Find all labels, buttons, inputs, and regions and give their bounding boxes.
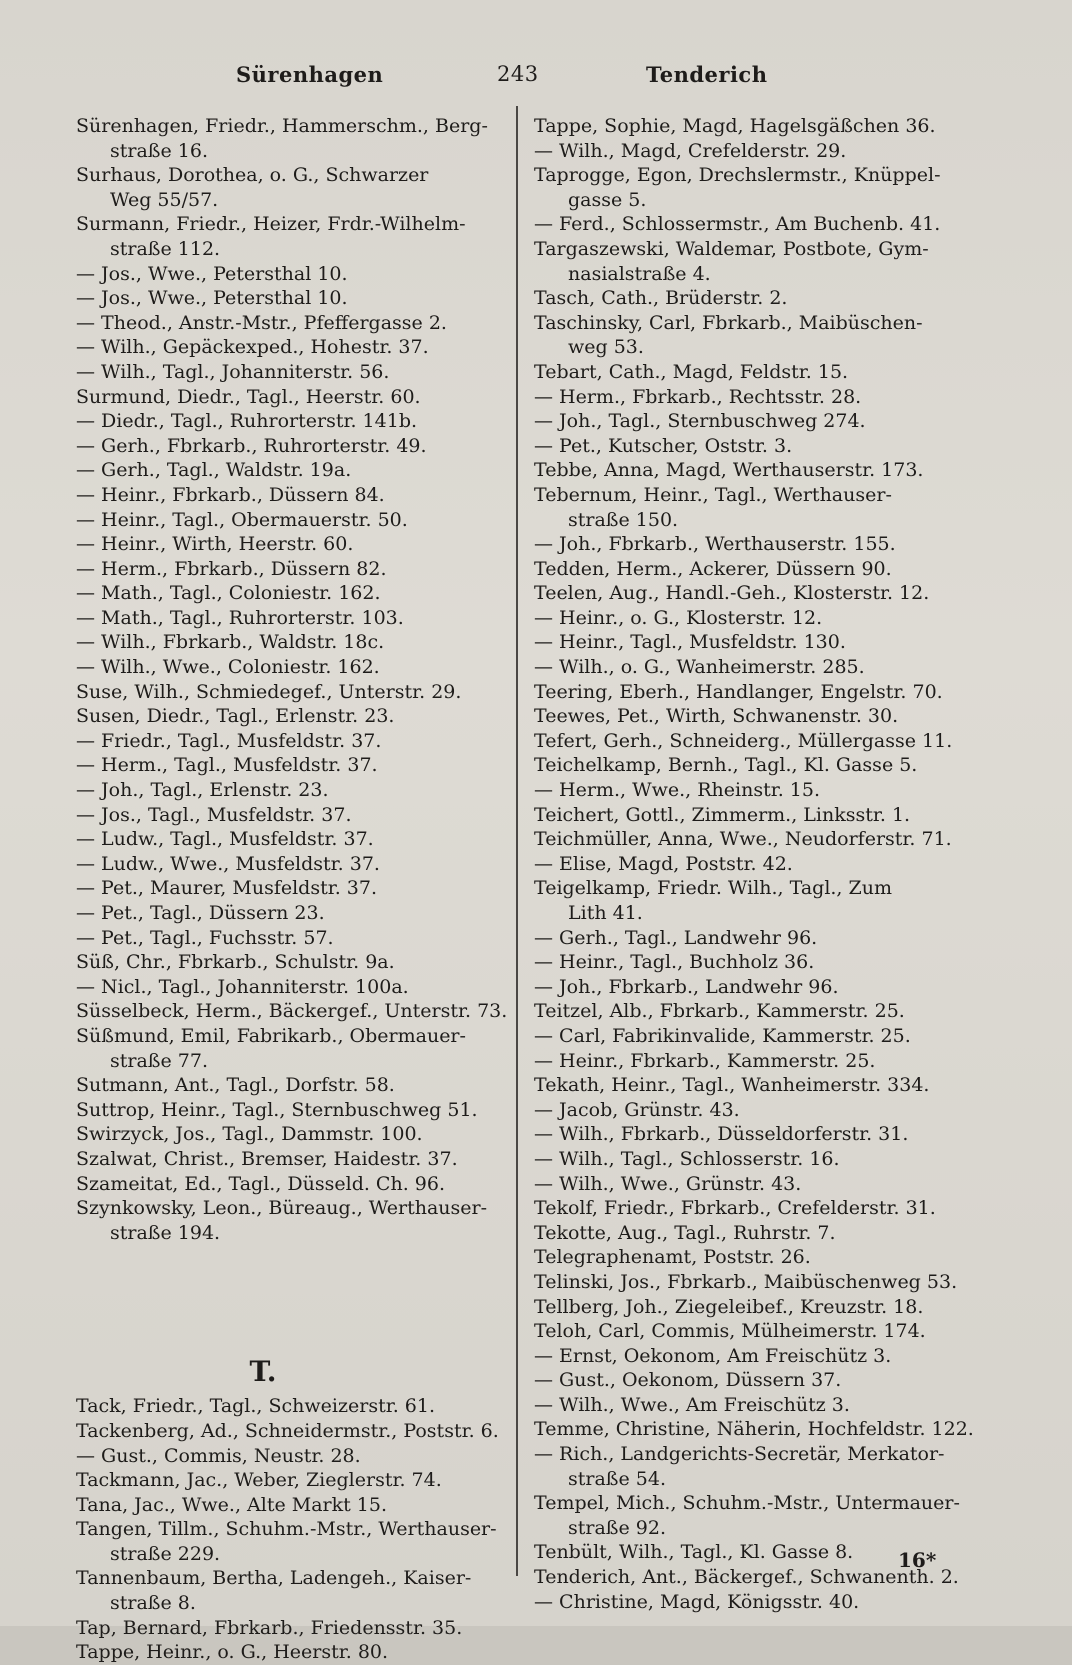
directory-entry-line: Surhaus, Dorothea, o. G., Schwarzer <box>76 164 429 187</box>
directory-entry-line: straße 92. <box>568 1516 666 1539</box>
directory-entry-line: Süß, Chr., Fbrkarb., Schulstr. 9a. <box>76 951 395 974</box>
directory-entry-line: Taprogge, Egon, Drechslermstr., Knüppel- <box>534 164 941 187</box>
directory-entry-line: — Rich., Landgerichts-Secretär, Merkator- <box>534 1443 945 1466</box>
directory-entry-line: — Nicl., Tagl., Johanniterstr. 100a. <box>76 975 409 998</box>
directory-entry-line: — Jos., Tagl., Musfeldstr. 37. <box>76 803 352 826</box>
section-letter: T. <box>249 1355 277 1389</box>
directory-entry-line: — Gerh., Tagl., Waldstr. 19a. <box>76 459 352 482</box>
directory-entry-line: — Elise, Magd, Poststr. 42. <box>534 852 793 875</box>
directory-entry-line: — Ferd., Schlossermstr., Am Buchenb. 41. <box>534 213 941 236</box>
directory-entry-line: straße 150. <box>568 508 679 531</box>
directory-entry-line: Teelen, Aug., Handl.-Geh., Klosterstr. 12. <box>534 582 930 605</box>
directory-entry-line: straße 8. <box>110 1592 196 1615</box>
left-entries-s <box>76 114 510 1245</box>
directory-entry-line: — Heinr., Tagl., Buchholz 36. <box>534 951 815 974</box>
signature-mark: 16* <box>898 1548 937 1572</box>
directory-entry-line: — Wilh., Fbrkarb., Waldstr. 18c. <box>76 631 385 654</box>
directory-entry-line: — Wilh., Fbrkarb., Düsseldorferstr. 31. <box>534 1123 909 1146</box>
directory-entry-line: weg 53. <box>568 336 644 359</box>
directory-entry-line: straße 77. <box>110 1049 208 1072</box>
directory-entry-line: nasialstraße 4. <box>568 262 711 285</box>
directory-entry-line: — Carl, Fabrikinvalide, Kammerstr. 25. <box>534 1024 911 1047</box>
directory-entry-line: — Herm., Wwe., Rheinstr. 15. <box>534 779 821 802</box>
directory-entry-line: Teloh, Carl, Commis, Mülheimerstr. 174. <box>534 1320 926 1343</box>
page-number: 243 <box>497 62 539 86</box>
directory-entry-line: Tebbe, Anna, Magd, Werthauserstr. 173. <box>534 459 924 482</box>
directory-entry-line: — Wilh., Wwe., Am Freischütz 3. <box>534 1393 850 1416</box>
section-gap <box>76 1245 510 1349</box>
directory-entry-line: — Friedr., Tagl., Musfeldstr. 37. <box>76 729 382 752</box>
directory-entry-line: Tenbült, Wilh., Tagl., Kl. Gasse 8. <box>534 1541 854 1564</box>
directory-entry-line: — Diedr., Tagl., Ruhrorterstr. 141b. <box>76 410 418 433</box>
directory-entry-line: — Christine, Magd, Königsstr. 40. <box>534 1590 860 1613</box>
directory-entry-line: straße 16. <box>110 139 208 162</box>
directory-entry-line: — Wilh., Wwe., Coloniestr. 162. <box>76 656 380 679</box>
directory-entry-line: Suttrop, Heinr., Tagl., Sternbuschweg 51. <box>76 1098 478 1121</box>
directory-entry-line: Teichmüller, Anna, Wwe., Neudorferstr. 71. <box>534 828 952 851</box>
directory-entry-line: Tekotte, Aug., Tagl., Ruhrstr. 7. <box>534 1221 836 1244</box>
directory-entry-line: — Wilh., Gepäckexped., Hohestr. 37. <box>76 336 429 359</box>
directory-entry-line: Telegraphenamt, Poststr. 26. <box>534 1246 811 1269</box>
directory-entry-line: Surmann, Friedr., Heizer, Frdr.-Wilhelm- <box>76 213 466 236</box>
directory-entry-line: — Herm., Fbrkarb., Rechtsstr. 28. <box>534 385 862 408</box>
directory-entry-line: Tebart, Cath., Magd, Feldstr. 15. <box>534 360 849 383</box>
right-column <box>534 114 974 1614</box>
directory-entry-line: Sürenhagen, Friedr., Hammerschm., Berg- <box>76 115 488 137</box>
directory-entry-line: straße 112. <box>110 237 221 260</box>
directory-entry-line: — Wilh., o. G., Wanheimerstr. 285. <box>534 656 865 679</box>
directory-entry-line: — Heinr., Tagl., Obermauerstr. 50. <box>76 508 408 531</box>
directory-entry-line: gasse 5. <box>568 188 647 211</box>
directory-entry-line: straße 54. <box>568 1467 666 1490</box>
directory-entry-line: Tekath, Heinr., Tagl., Wanheimerstr. 334. <box>534 1074 930 1097</box>
directory-entry-line: Weg 55/57. <box>110 188 219 211</box>
directory-entry-line: Teewes, Pet., Wirth, Schwanenstr. 30. <box>534 705 899 728</box>
directory-entry-line: — Math., Tagl., Ruhrorterstr. 103. <box>76 606 404 629</box>
directory-entry-line: — Heinr., Wirth, Heerstr. 60. <box>76 533 354 556</box>
directory-entry-line: Lith 41. <box>568 902 643 924</box>
directory-entry-line: — Ernst, Oekonom, Am Freischütz 3. <box>534 1344 892 1367</box>
directory-entry-line: Surmund, Diedr., Tagl., Heerstr. 60. <box>76 385 421 408</box>
directory-entry-line: — Jos., Wwe., Petersthal 10. <box>76 287 348 310</box>
directory-entry-line: — Joh., Fbrkarb., Werthauserstr. 155. <box>534 533 896 556</box>
directory-entry-line: — Joh., Tagl., Erlenstr. 23. <box>76 779 329 802</box>
directory-entry-line: — Pet., Tagl., Fuchsstr. 57. <box>76 926 334 949</box>
left-column <box>76 114 510 1665</box>
directory-entry-line: Tackmann, Jac., Weber, Zieglerstr. 74. <box>76 1469 442 1492</box>
directory-entry-line: — Gust., Oekonom, Düssern 37. <box>534 1369 842 1392</box>
directory-entry-line: — Math., Tagl., Coloniestr. 162. <box>76 582 381 605</box>
directory-entry-line: Sutmann, Ant., Tagl., Dorfstr. 58. <box>76 1074 395 1097</box>
directory-entry-line: straße 194. <box>110 1221 221 1244</box>
directory-entry-line: Tempel, Mich., Schuhm.-Mstr., Untermauer- <box>534 1492 960 1515</box>
directory-entry-line: Szalwat, Christ., Bremser, Haidestr. 37. <box>76 1147 458 1170</box>
left-entries-t <box>76 1394 510 1665</box>
directory-entry-line: — Heinr., Tagl., Musfeldstr. 130. <box>534 631 846 654</box>
directory-entry-line: — Heinr., Fbrkarb., Kammerstr. 25. <box>534 1049 876 1072</box>
directory-entry-line: Temme, Christine, Näherin, Hochfeldstr. 122. <box>534 1418 974 1441</box>
directory-entry-line: Tap, Bernard, Fbrkarb., Friedensstr. 35. <box>76 1616 463 1639</box>
right-entries <box>534 114 974 1614</box>
directory-entry-line: — Gerh., Fbrkarb., Ruhrorterstr. 49. <box>76 434 427 457</box>
directory-entry-line: Suse, Wilh., Schmiedegef., Unterstr. 29. <box>76 680 462 703</box>
directory-entry-line: Tasch, Cath., Brüderstr. 2. <box>534 287 788 310</box>
directory-entry-line: — Heinr., o. G., Klosterstr. 12. <box>534 606 823 629</box>
directory-entry-line: — Ludw., Tagl., Musfeldstr. 37. <box>76 828 374 851</box>
directory-entry-line: — Wilh., Tagl., Schlosserstr. 16. <box>534 1147 840 1170</box>
directory-entry-line: Taschinsky, Carl, Fbrkarb., Maibüschen- <box>534 311 923 334</box>
directory-entry-line: Tackenberg, Ad., Schneidermstr., Poststr. 6. <box>76 1419 499 1442</box>
directory-entry-line: Süßmund, Emil, Fabrikarb., Obermauer- <box>76 1024 466 1047</box>
directory-entry-line: — Jos., Wwe., Petersthal 10. <box>76 262 348 285</box>
directory-entry-line: Teitzel, Alb., Fbrkarb., Kammerstr. 25. <box>534 1000 905 1023</box>
directory-entry-line: Tana, Jac., Wwe., Alte Markt 15. <box>76 1493 388 1516</box>
directory-entry-line: Tefert, Gerh., Schneiderg., Müllergasse 11. <box>534 729 953 752</box>
directory-entry-line: Targaszewski, Waldemar, Postbote, Gym- <box>534 237 929 260</box>
directory-entry-line: Tappe, Heinr., o. G., Heerstr. 80. <box>76 1641 389 1664</box>
directory-entry-line: Tangen, Tillm., Schuhm.-Mstr., Werthauser- <box>76 1518 497 1541</box>
directory-entry-line: Tannenbaum, Bertha, Ladengeh., Kaiser- <box>76 1567 472 1590</box>
directory-entry-line: — Joh., Tagl., Sternbuschweg 274. <box>534 410 866 433</box>
directory-entry-line: Telinski, Jos., Fbrkarb., Maibüschenweg 53. <box>534 1270 958 1293</box>
directory-entry-line: Szameitat, Ed., Tagl., Düsseld. Ch. 96. <box>76 1172 446 1195</box>
directory-entry-line: Tekolf, Friedr., Fbrkarb., Crefelderstr. 31. <box>534 1197 936 1220</box>
directory-entry-line: Tack, Friedr., Tagl., Schweizerstr. 61. <box>76 1395 435 1418</box>
running-head-right: Tenderich <box>646 62 768 87</box>
directory-entry-line: Szynkowsky, Leon., Büreaug., Werthauser- <box>76 1197 488 1220</box>
directory-entry-line: Teering, Eberh., Handlanger, Engelstr. 70. <box>534 680 943 703</box>
directory-entry-line: — Heinr., Fbrkarb., Düssern 84. <box>76 483 385 506</box>
directory-entry-line: — Theod., Anstr.-Mstr., Pfeffergasse 2. <box>76 311 447 334</box>
directory-entry-line: — Ludw., Wwe., Musfeldstr. 37. <box>76 852 380 875</box>
directory-entry-line: — Pet., Tagl., Düssern 23. <box>76 902 325 924</box>
directory-entry-line: — Gerh., Tagl., Landwehr 96. <box>534 926 818 949</box>
directory-entry-line: Teigelkamp, Friedr. Wilh., Tagl., Zum <box>534 877 892 900</box>
directory-entry-line: — Jacob, Grünstr. 43. <box>534 1098 740 1121</box>
directory-entry-line: — Pet., Maurer, Musfeldstr. 37. <box>76 877 378 900</box>
directory-entry-line: Teichert, Gottl., Zimmerm., Linksstr. 1. <box>534 803 911 826</box>
directory-entry-line: — Pet., Kutscher, Oststr. 3. <box>534 434 793 457</box>
directory-entry-line: — Herm., Fbrkarb., Düssern 82. <box>76 557 387 580</box>
directory-entry-line: — Wilh., Tagl., Johanniterstr. 56. <box>76 360 390 383</box>
directory-entry-line: — Wilh., Wwe., Grünstr. 43. <box>534 1172 802 1195</box>
directory-entry-line: Tappe, Sophie, Magd, Hagelsgäßchen 36. <box>534 115 936 137</box>
directory-entry-line: — Herm., Tagl., Musfeldstr. 37. <box>76 754 378 777</box>
directory-entry-line: Süsselbeck, Herm., Bäckergef., Unterstr. 73. <box>76 1000 508 1023</box>
running-head-left: Sürenhagen <box>236 62 384 87</box>
column-divider <box>516 106 518 1576</box>
directory-entry-line: straße 229. <box>110 1542 221 1565</box>
directory-entry-line: — Joh., Fbrkarb., Landwehr 96. <box>534 975 839 998</box>
directory-entry-line: Tebernum, Heinr., Tagl., Werthauser- <box>534 483 892 506</box>
directory-entry-line: Swirzyck, Jos., Tagl., Dammstr. 100. <box>76 1123 423 1146</box>
directory-entry-line: Tenderich, Ant., Bäckergef., Schwanenth. 2. <box>534 1566 959 1589</box>
directory-entry-line: Teichelkamp, Bernh., Tagl., Kl. Gasse 5. <box>534 754 918 777</box>
directory-entry-line: Tedden, Herm., Ackerer, Düssern 90. <box>534 557 892 580</box>
directory-entry-line: Susen, Diedr., Tagl., Erlenstr. 23. <box>76 705 395 728</box>
directory-entry-line: — Gust., Commis, Neustr. 28. <box>76 1444 361 1467</box>
directory-entry-line: — Wilh., Magd, Crefelderstr. 29. <box>534 139 847 162</box>
directory-entry-line: Tellberg, Joh., Ziegeleibef., Kreuzstr. 18. <box>534 1295 924 1318</box>
